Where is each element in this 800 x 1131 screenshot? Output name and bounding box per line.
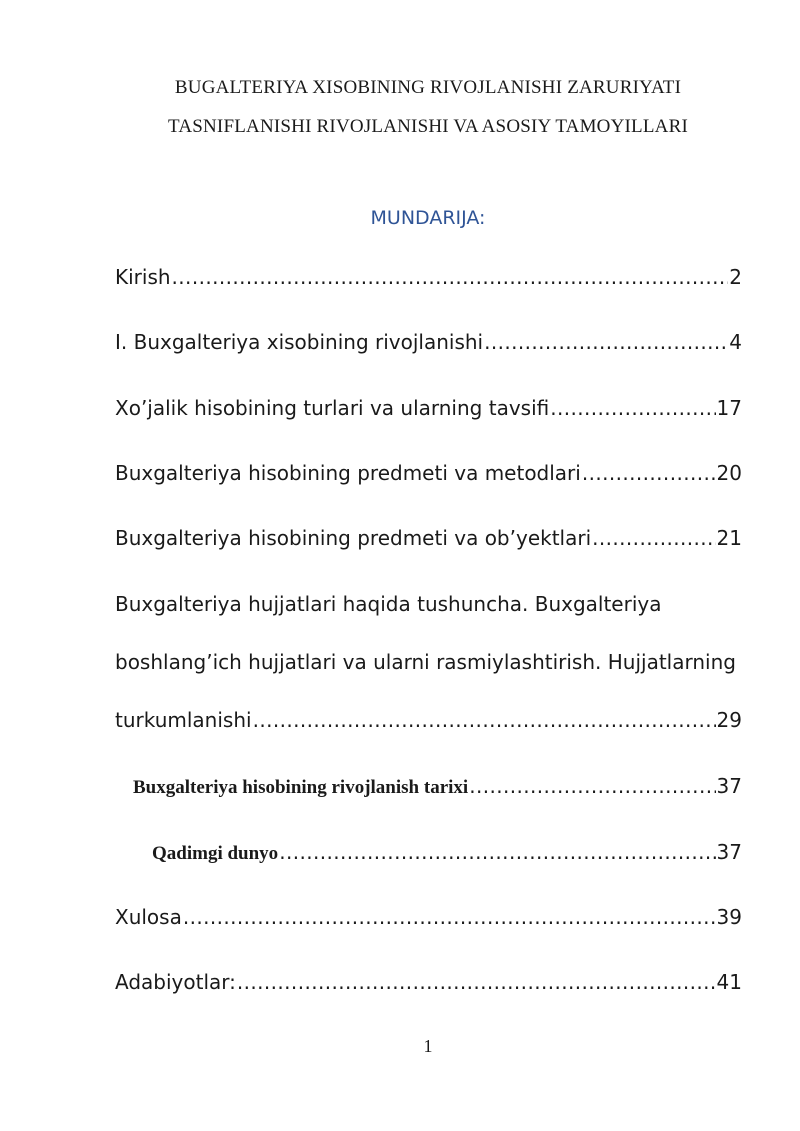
- document-title-line-1: BUGALTERIYA XISOBINING RIVOJLANISHI ZARURIYATI: [174, 77, 682, 98]
- toc-dot-leader: [253, 707, 716, 733]
- toc-dot-leader: [172, 264, 729, 290]
- toc-entry-xulosa: [115, 904, 742, 930]
- toc-entry-hujjatlar: [115, 707, 742, 733]
- toc-dot-leader: [582, 460, 716, 486]
- toc-entry-adabiyotlar: [115, 969, 742, 995]
- toc-entry-text: Adabiyotlar:: [115, 970, 236, 994]
- toc-heading: MUNDARIJA:: [370, 207, 486, 229]
- toc-dot-leader: [484, 329, 728, 355]
- toc-entry-text: Buxgalteriya hisobining rivojlanish tarixi: [133, 777, 469, 798]
- toc-entry-page: 20: [716, 461, 742, 485]
- toc-entry-buxgalteriya-rivojlanishi: [115, 329, 742, 355]
- toc-entry-predmet-metodlar: [115, 460, 742, 486]
- toc-entry-rivojlanish-tarixi: [133, 773, 742, 801]
- toc-dot-leader: [592, 525, 715, 551]
- toc-entry-page: 37: [716, 840, 742, 864]
- toc-entry-text: I. Buxgalteriya xisobining rivojlanishi: [115, 330, 484, 354]
- toc-dot-leader: [279, 839, 715, 865]
- toc-entry-text: Kirish: [115, 265, 171, 289]
- toc-entry-page: 2: [729, 265, 742, 289]
- toc-entry-text: turkumlanishi: [115, 708, 252, 732]
- toc-entry-text: Qadimgi dunyo: [152, 843, 279, 864]
- toc-entry-page: 17: [716, 396, 742, 420]
- toc-entry-text: Xulosa: [115, 905, 182, 929]
- toc-entry-text: Xo’jalik hisobining turlari va ularning tavsifi: [115, 396, 550, 420]
- toc-entry-qadimgi-dunyo: [152, 839, 742, 867]
- toc-entry-page: 41: [716, 970, 742, 994]
- toc-entry-page: 4: [729, 330, 742, 354]
- toc-entry-kirish: [115, 264, 742, 290]
- toc-entry-xojalik-hisobi: [115, 395, 742, 421]
- toc-dot-leader: [469, 773, 715, 799]
- toc-entry-text: Buxgalteriya hisobining predmeti va ob’yektlari: [115, 526, 592, 550]
- toc-dot-leader: [237, 969, 716, 995]
- toc-dot-leader: [183, 904, 716, 930]
- toc-entry-page: 39: [716, 905, 742, 929]
- toc-entry-text: Buxgalteriya hisobining predmeti va metodlari: [115, 461, 581, 485]
- toc-entry-hujjatlar-line-1: Buxgalteriya hujjatlari haqida tushuncha. Buxgalteriya: [115, 592, 662, 616]
- toc-entry-predmet-obyektlar: [115, 525, 742, 551]
- toc-entry-page: 21: [716, 526, 742, 550]
- toc-dot-leader: [550, 395, 715, 421]
- toc-entry-page: 29: [716, 708, 742, 732]
- page-number: 1: [423, 1036, 433, 1056]
- toc-entry-hujjatlar-line-2: boshlang’ich hujjatlari va ularni rasmiylashtirish. Hujjatlarning: [115, 650, 736, 674]
- document-title-line-2: TASNIFLANISHI RIVOJLANISHI VA ASOSIY TAMOYILLARI: [168, 116, 688, 137]
- toc-entry-page: 37: [716, 774, 742, 798]
